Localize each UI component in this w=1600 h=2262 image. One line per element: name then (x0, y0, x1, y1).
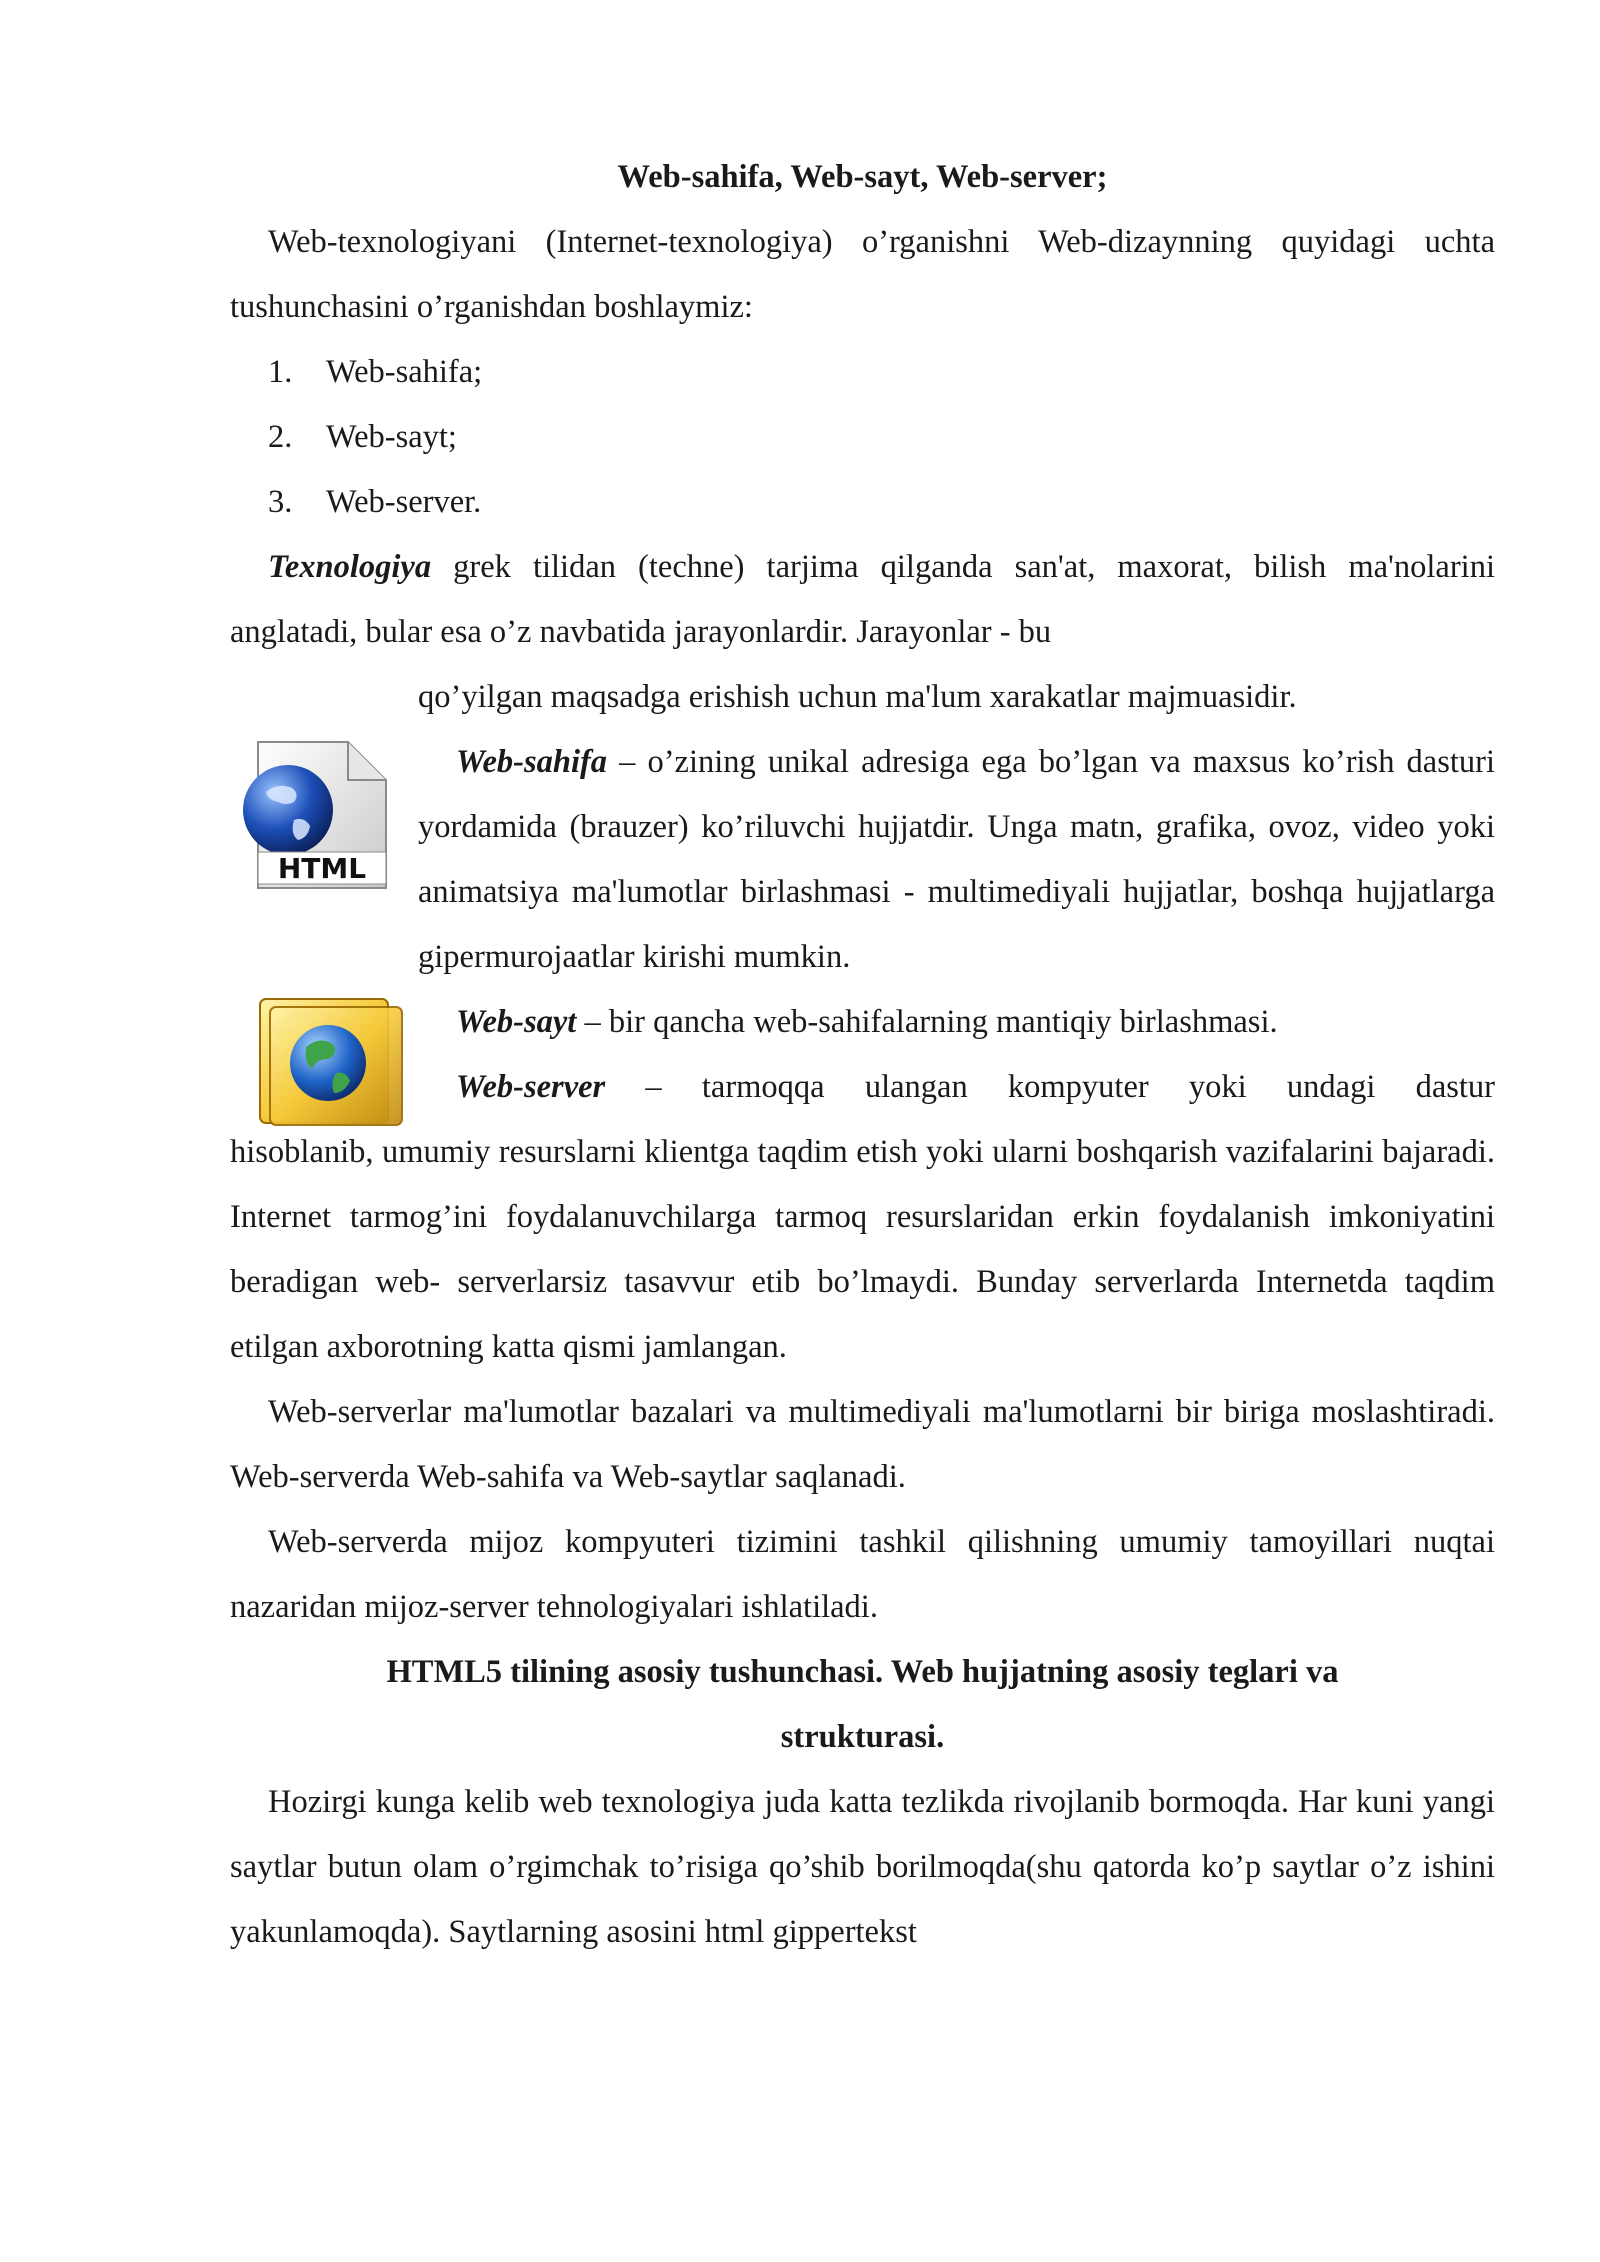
web-server-continuation: hisoblanib, umumiy resurslarni klientga taqdim etish yoki ularni boshqarish vazifalarini bajaradi. Internet tarmog’ini foydalanuvchilarga tarmoq resurslaridan erkin foydalanish imkoniyatini beradigan web- serverlarsiz tasavvur etib bo’lmaydi. Bunday serverlarda Internetda taqdim etilgan axborotning katta qismi jamlangan. (230, 1134, 1495, 1365)
page-title: Web-sahifa, Web-sayt, Web-server; (617, 159, 1108, 195)
list-text: Web-sahifa; (326, 354, 483, 390)
texnologiya-continuation: qo’yilgan maqsadga erishish uchun ma'lum xarakatlar majmuasidir. (418, 679, 1297, 715)
intro-paragraph: Web-texnologiyani (Internet-texnologiya) o’rganishni Web-dizaynning quyidagi uchta tushunchasini o’rganishdan boshlaymiz: (230, 224, 1495, 325)
texnologiya-paragraph (230, 535, 1495, 665)
list-number: 1. (268, 354, 293, 390)
section-heading-line2: strukturasi. (780, 1719, 945, 1755)
web-sayt-term: Web-sayt (456, 1004, 577, 1040)
web-sayt-text: – bir qancha web-sahifalarning mantiqiy birlashmasi. (576, 1004, 1278, 1040)
web-sahifa-term: Web-sahifa (456, 744, 608, 780)
web-server-term: Web-server (456, 1069, 606, 1105)
list-text: Web-server. (326, 484, 482, 520)
html-icon-label: HTML (277, 852, 367, 885)
list-item (230, 405, 1495, 470)
list-text: Web-sayt; (326, 419, 457, 455)
texnologiya-term: Texnologiya (268, 549, 432, 585)
list-number: 2. (268, 419, 293, 455)
list-item (230, 470, 1495, 535)
document-body (230, 145, 1495, 1965)
texnologiya-text: grek tilidan (techne) tarjima qilganda san'at, maxorat, bilish ma'nolarini anglatadi, bular esa o’z navbatida jarayonlardir. Jarayonlar - bu (230, 549, 1495, 650)
servers-paragraph: Web-serverlar ma'lumotlar bazalari va multimediyali ma'lumotlarni bir biriga moslashtiradi. Web-serverda Web-sahifa va Web-saytlar saqlanadi. (230, 1394, 1495, 1495)
section-heading-line1: HTML5 tilining asosiy tushunchasi. Web hujjatning asosiy teglari va (386, 1654, 1339, 1690)
concept-list (230, 340, 1495, 535)
web-sahifa-paragraph (418, 730, 1495, 990)
web-server-paragraph (418, 1055, 1495, 1120)
list-number: 3. (268, 484, 293, 520)
web-sahifa-text: – o’zining unikal adresiga ega bo’lgan va maxsus ko’rish dasturi yordamida (brauzer) ko’riluvchi hujjatdir. Unga matn, grafika, ovoz, video yoki animatsiya ma'lumotlar birlashmasi - multimediyali hujjatlar, boshqa hujjatlarga gipermurojaatlar kirishi mumkin. (418, 744, 1495, 975)
wrapped-text-column (418, 665, 1495, 1120)
web-server-text: – tarmoqqa ulangan kompyuter yoki undagi dastur (605, 1069, 1495, 1105)
web-sayt-paragraph (418, 990, 1495, 1055)
list-item (230, 340, 1495, 405)
closing-paragraph: Hozirgi kunga kelib web texnologiya juda katta tezlikda rivojlanib bormoqda. Har kuni yangi saytlar butun olam o’rgimchak to’risiga qo’shib borilmoqda(shu qatorda ko’p saytlar o’z ishini yakunlamoqda). Saytlarning asosini html gippertekst (230, 1784, 1495, 1950)
client-paragraph: Web-serverda mijoz kompyuteri tizimini tashkil qilishning umumiy tamoyillari nuqtai nazaridan mijoz-server tehnologiyalari ishlatiladi. (230, 1524, 1495, 1625)
